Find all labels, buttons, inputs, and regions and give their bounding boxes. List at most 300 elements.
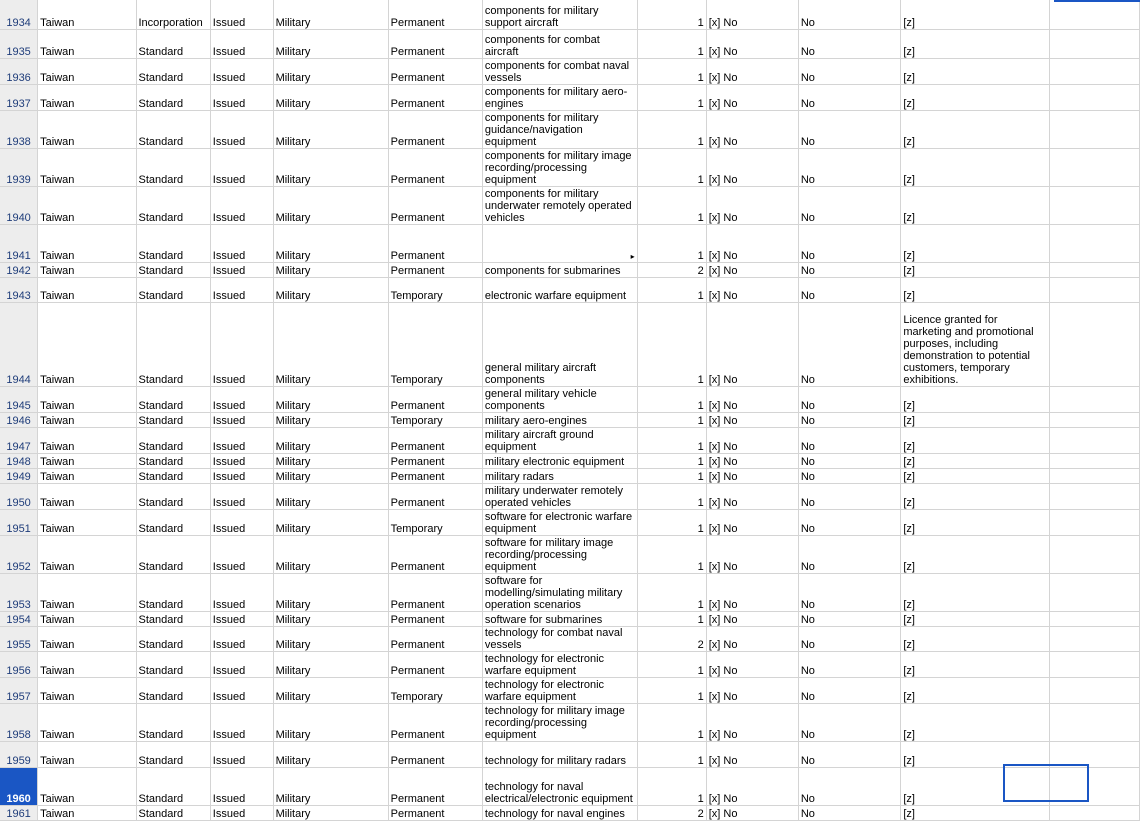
cell-r1959-c8[interactable]: 1 [637,741,706,767]
cell-r1959-c6[interactable]: Permanent [388,741,482,767]
cell-r1944-c4[interactable]: Issued [210,302,273,386]
cell-r1938-c5[interactable]: Military [273,110,388,148]
cell-r1944-c9[interactable]: [x] No [706,302,798,386]
cell-r1959-c11[interactable]: [z] [901,741,1050,767]
cell-r1950-c8[interactable]: 1 [637,483,706,509]
table-row[interactable] [0,148,1140,186]
table-row[interactable] [0,110,1140,148]
cell-r1941-c4[interactable]: Issued [210,224,273,262]
cell-r1958-c5[interactable]: Military [273,703,388,741]
cell-r1939-c6[interactable]: Permanent [388,148,482,186]
cell-r1944-c3[interactable]: Standard [136,302,210,386]
row-header[interactable]: 1944 [0,302,38,386]
cell-r1943-c11[interactable]: [z] [901,277,1050,302]
cell-r1955-c9[interactable]: [x] No [706,626,798,651]
cell-r1961-c8[interactable]: 2 [637,805,706,820]
cell-r1954-c5[interactable]: Military [273,611,388,626]
cell-r1945-c11[interactable]: [z] [901,386,1050,412]
cell-r1950-c9[interactable]: [x] No [706,483,798,509]
cell-r1946-c2[interactable]: Taiwan [38,412,136,427]
row-header[interactable]: 1936 [0,58,38,84]
table-row[interactable] [0,262,1140,277]
cell-r1955-c5[interactable]: Military [273,626,388,651]
cell-r1960-c7[interactable]: technology for naval electrical/electronic equipment [482,767,637,805]
cell-r1959-c4[interactable]: Issued [210,741,273,767]
cell-r1942-c5[interactable]: Military [273,262,388,277]
cell-r1941-c12[interactable] [1049,224,1139,262]
cell-r1934-c4[interactable]: Issued [210,0,273,29]
cell-r1948-c4[interactable]: Issued [210,453,273,468]
cell-r1953-c4[interactable]: Issued [210,573,273,611]
cell-r1953-c12[interactable] [1049,573,1139,611]
cell-r1936-c8[interactable]: 1 [637,58,706,84]
cell-r1949-c3[interactable]: Standard [136,468,210,483]
cell-r1942-c11[interactable]: [z] [901,262,1050,277]
cell-r1947-c11[interactable]: [z] [901,427,1050,453]
cell-r1940-c2[interactable]: Taiwan [38,186,136,224]
cell-r1941-c7[interactable] [482,224,637,262]
cell-r1935-c6[interactable]: Permanent [388,29,482,58]
table-row[interactable] [0,453,1140,468]
cell-r1941-c10[interactable]: No [798,224,901,262]
cell-r1958-c11[interactable]: [z] [901,703,1050,741]
row-header[interactable]: 1945 [0,386,38,412]
row-header[interactable]: 1961 [0,805,38,820]
cell-r1953-c5[interactable]: Military [273,573,388,611]
cell-r1955-c3[interactable]: Standard [136,626,210,651]
cell-r1947-c12[interactable] [1049,427,1139,453]
cell-r1947-c5[interactable]: Military [273,427,388,453]
cell-r1950-c12[interactable] [1049,483,1139,509]
cell-r1960-c9[interactable]: [x] No [706,767,798,805]
cell-r1946-c12[interactable] [1049,412,1139,427]
cell-r1948-c2[interactable]: Taiwan [38,453,136,468]
cell-r1946-c10[interactable]: No [798,412,901,427]
row-header[interactable]: 1935 [0,29,38,58]
cell-r1948-c10[interactable]: No [798,453,901,468]
cell-r1937-c6[interactable]: Permanent [388,84,482,110]
cell-r1937-c3[interactable]: Standard [136,84,210,110]
row-header[interactable]: 1942 [0,262,38,277]
cell-r1955-c6[interactable]: Permanent [388,626,482,651]
cell-r1938-c6[interactable]: Permanent [388,110,482,148]
cell-r1954-c4[interactable]: Issued [210,611,273,626]
cell-r1954-c7[interactable]: software for submarines [482,611,637,626]
cell-r1950-c11[interactable]: [z] [901,483,1050,509]
table-row[interactable] [0,224,1140,262]
table-row[interactable] [0,703,1140,741]
row-header[interactable]: 1957 [0,677,38,703]
cell-r1951-c9[interactable]: [x] No [706,509,798,535]
cell-r1939-c7[interactable]: components for military image recording/processing equipment [482,148,637,186]
cell-r1936-c2[interactable]: Taiwan [38,58,136,84]
cell-r1951-c10[interactable]: No [798,509,901,535]
cell-r1955-c7[interactable]: technology for combat naval vessels [482,626,637,651]
table-row[interactable] [0,767,1140,805]
table-row[interactable] [0,386,1140,412]
cell-r1934-c12[interactable] [1049,0,1139,29]
cell-r1951-c7[interactable]: software for electronic warfare equipment [482,509,637,535]
cell-r1945-c3[interactable]: Standard [136,386,210,412]
cell-r1934-c2[interactable]: Taiwan [38,0,136,29]
cell-r1947-c7[interactable]: military aircraft ground equipment [482,427,637,453]
cell-r1951-c12[interactable] [1049,509,1139,535]
cell-r1954-c10[interactable]: No [798,611,901,626]
cell-r1950-c2[interactable]: Taiwan [38,483,136,509]
cell-r1954-c2[interactable]: Taiwan [38,611,136,626]
cell-r1938-c4[interactable]: Issued [210,110,273,148]
cell-r1938-c12[interactable] [1049,110,1139,148]
cell-r1957-c4[interactable]: Issued [210,677,273,703]
cell-r1953-c10[interactable]: No [798,573,901,611]
cell-r1934-c7[interactable]: components for military support aircraft [482,0,637,29]
cell-r1957-c2[interactable]: Taiwan [38,677,136,703]
cell-r1938-c7[interactable]: components for military guidance/navigation equipment [482,110,637,148]
table-row[interactable] [0,741,1140,767]
cell-r1956-c8[interactable]: 1 [637,651,706,677]
cell-r1960-c3[interactable]: Standard [136,767,210,805]
cell-r1960-c10[interactable]: No [798,767,901,805]
cell-r1936-c7[interactable]: components for combat naval vessels [482,58,637,84]
cell-r1935-c12[interactable] [1049,29,1139,58]
cell-r1936-c9[interactable]: [x] No [706,58,798,84]
cell-r1942-c4[interactable]: Issued [210,262,273,277]
cell-r1940-c12[interactable] [1049,186,1139,224]
cell-r1943-c6[interactable]: Temporary [388,277,482,302]
cell-r1947-c6[interactable]: Permanent [388,427,482,453]
cell-r1938-c10[interactable]: No [798,110,901,148]
table-row[interactable] [0,277,1140,302]
cell-r1935-c4[interactable]: Issued [210,29,273,58]
cell-r1949-c12[interactable] [1049,468,1139,483]
cell-r1939-c11[interactable]: [z] [901,148,1050,186]
cell-r1950-c3[interactable]: Standard [136,483,210,509]
cell-r1946-c6[interactable]: Temporary [388,412,482,427]
row-header[interactable]: 1959 [0,741,38,767]
cell-r1936-c12[interactable] [1049,58,1139,84]
cell-r1938-c8[interactable]: 1 [637,110,706,148]
cell-r1937-c11[interactable]: [z] [901,84,1050,110]
cell-r1959-c2[interactable]: Taiwan [38,741,136,767]
cell-r1951-c11[interactable]: [z] [901,509,1050,535]
cell-r1944-c8[interactable]: 1 [637,302,706,386]
cell-r1952-c2[interactable]: Taiwan [38,535,136,573]
cell-r1942-c8[interactable]: 2 [637,262,706,277]
cell-r1958-c8[interactable]: 1 [637,703,706,741]
cell-r1951-c6[interactable]: Temporary [388,509,482,535]
cell-r1942-c2[interactable]: Taiwan [38,262,136,277]
cell-r1952-c9[interactable]: [x] No [706,535,798,573]
cell-r1949-c10[interactable]: No [798,468,901,483]
cell-r1957-c6[interactable]: Temporary [388,677,482,703]
cell-r1956-c9[interactable]: [x] No [706,651,798,677]
cell-r1940-c6[interactable]: Permanent [388,186,482,224]
table-row[interactable] [0,805,1140,820]
cell-r1942-c9[interactable]: [x] No [706,262,798,277]
cell-r1958-c2[interactable]: Taiwan [38,703,136,741]
cell-r1952-c3[interactable]: Standard [136,535,210,573]
cell-r1939-c8[interactable]: 1 [637,148,706,186]
cell-r1948-c5[interactable]: Military [273,453,388,468]
table-row[interactable] [0,0,1140,29]
cell-r1942-c7[interactable]: components for submarines [482,262,637,277]
cell-r1952-c7[interactable]: software for military image recording/processing equipment [482,535,637,573]
cell-r1946-c5[interactable]: Military [273,412,388,427]
cell-r1935-c9[interactable]: [x] No [706,29,798,58]
cell-r1958-c6[interactable]: Permanent [388,703,482,741]
cell-r1958-c12[interactable] [1049,703,1139,741]
cell-r1959-c12[interactable] [1049,741,1139,767]
cell-r1937-c8[interactable]: 1 [637,84,706,110]
cell-r1961-c10[interactable]: No [798,805,901,820]
cell-r1956-c4[interactable]: Issued [210,651,273,677]
cell-r1949-c2[interactable]: Taiwan [38,468,136,483]
cell-r1960-c12[interactable] [1049,767,1139,805]
cell-r1940-c8[interactable]: 1 [637,186,706,224]
cell-r1936-c11[interactable]: [z] [901,58,1050,84]
cell-r1949-c6[interactable]: Permanent [388,468,482,483]
row-header[interactable]: 1934 [0,0,38,29]
row-header[interactable]: 1952 [0,535,38,573]
cell-r1945-c12[interactable] [1049,386,1139,412]
cell-r1949-c8[interactable]: 1 [637,468,706,483]
cell-r1961-c5[interactable]: Military [273,805,388,820]
row-header[interactable]: 1960 [0,767,38,805]
cell-r1945-c8[interactable]: 1 [637,386,706,412]
cell-r1961-c6[interactable]: Permanent [388,805,482,820]
table-row[interactable] [0,84,1140,110]
cell-r1941-c8[interactable]: 1 [637,224,706,262]
cell-r1934-c11[interactable]: [z] [901,0,1050,29]
cell-r1948-c3[interactable]: Standard [136,453,210,468]
cell-r1945-c6[interactable]: Permanent [388,386,482,412]
cell-r1959-c3[interactable]: Standard [136,741,210,767]
cell-r1948-c12[interactable] [1049,453,1139,468]
cell-r1953-c9[interactable]: [x] No [706,573,798,611]
cell-r1935-c2[interactable]: Taiwan [38,29,136,58]
cell-r1956-c5[interactable]: Military [273,651,388,677]
cell-r1944-c12[interactable] [1049,302,1139,386]
cell-r1939-c9[interactable]: [x] No [706,148,798,186]
cell-r1959-c10[interactable]: No [798,741,901,767]
cell-r1937-c12[interactable] [1049,84,1139,110]
cell-r1943-c5[interactable]: Military [273,277,388,302]
cell-r1951-c2[interactable]: Taiwan [38,509,136,535]
cell-r1961-c9[interactable]: [x] No [706,805,798,820]
row-header[interactable]: 1948 [0,453,38,468]
cell-r1942-c3[interactable]: Standard [136,262,210,277]
cell-r1961-c7[interactable]: technology for naval engines [482,805,637,820]
cell-r1947-c8[interactable]: 1 [637,427,706,453]
cell-r1955-c2[interactable]: Taiwan [38,626,136,651]
cell-r1948-c9[interactable]: [x] No [706,453,798,468]
cell-r1946-c8[interactable]: 1 [637,412,706,427]
row-header[interactable]: 1958 [0,703,38,741]
cell-r1956-c3[interactable]: Standard [136,651,210,677]
cell-r1945-c10[interactable]: No [798,386,901,412]
cell-r1948-c6[interactable]: Permanent [388,453,482,468]
cell-r1945-c9[interactable]: [x] No [706,386,798,412]
table-row[interactable] [0,611,1140,626]
row-header[interactable]: 1940 [0,186,38,224]
cell-r1943-c9[interactable]: [x] No [706,277,798,302]
cell-r1951-c3[interactable]: Standard [136,509,210,535]
cell-r1938-c11[interactable]: [z] [901,110,1050,148]
cell-r1935-c3[interactable]: Standard [136,29,210,58]
table-row[interactable] [0,427,1140,453]
row-header[interactable]: 1943 [0,277,38,302]
cell-r1950-c6[interactable]: Permanent [388,483,482,509]
cell-r1953-c2[interactable]: Taiwan [38,573,136,611]
cell-r1938-c2[interactable]: Taiwan [38,110,136,148]
cell-r1936-c4[interactable]: Issued [210,58,273,84]
cell-r1939-c3[interactable]: Standard [136,148,210,186]
cell-r1955-c12[interactable] [1049,626,1139,651]
cell-r1953-c3[interactable]: Standard [136,573,210,611]
cell-r1952-c10[interactable]: No [798,535,901,573]
cell-r1944-c2[interactable]: Taiwan [38,302,136,386]
cell-r1954-c9[interactable]: [x] No [706,611,798,626]
cell-r1950-c5[interactable]: Military [273,483,388,509]
cell-r1947-c9[interactable]: [x] No [706,427,798,453]
row-header[interactable]: 1950 [0,483,38,509]
cell-r1946-c7[interactable]: military aero-engines [482,412,637,427]
table-row[interactable] [0,509,1140,535]
cell-r1953-c6[interactable]: Permanent [388,573,482,611]
cell-r1935-c11[interactable]: [z] [901,29,1050,58]
cell-r1938-c3[interactable]: Standard [136,110,210,148]
cell-r1958-c9[interactable]: [x] No [706,703,798,741]
cell-r1950-c7[interactable]: military underwater remotely operated vehicles [482,483,637,509]
cell-r1935-c5[interactable]: Military [273,29,388,58]
row-header[interactable]: 1951 [0,509,38,535]
cell-r1954-c6[interactable]: Permanent [388,611,482,626]
cell-r1940-c11[interactable]: [z] [901,186,1050,224]
cell-r1937-c10[interactable]: No [798,84,901,110]
cell-r1951-c8[interactable]: 1 [637,509,706,535]
cell-r1944-c6[interactable]: Temporary [388,302,482,386]
cell-r1935-c8[interactable]: 1 [637,29,706,58]
cell-r1936-c3[interactable]: Standard [136,58,210,84]
cell-r1961-c11[interactable]: [z] [901,805,1050,820]
cell-r1958-c4[interactable]: Issued [210,703,273,741]
cell-r1954-c11[interactable]: [z] [901,611,1050,626]
cell-r1942-c10[interactable]: No [798,262,901,277]
cell-r1943-c8[interactable]: 1 [637,277,706,302]
cell-r1947-c10[interactable]: No [798,427,901,453]
cell-r1939-c12[interactable] [1049,148,1139,186]
cell-r1952-c5[interactable]: Military [273,535,388,573]
cell-r1941-c3[interactable]: Standard [136,224,210,262]
cell-r1948-c11[interactable]: [z] [901,453,1050,468]
cell-r1960-c11[interactable]: [z] [901,767,1050,805]
cell-r1935-c7[interactable]: components for combat aircraft [482,29,637,58]
cell-r1957-c5[interactable]: Military [273,677,388,703]
cell-r1961-c4[interactable]: Issued [210,805,273,820]
cell-r1940-c5[interactable]: Military [273,186,388,224]
cell-r1938-c9[interactable]: [x] No [706,110,798,148]
cell-r1950-c10[interactable]: No [798,483,901,509]
cell-r1946-c4[interactable]: Issued [210,412,273,427]
cell-r1935-c10[interactable]: No [798,29,901,58]
cell-r1957-c10[interactable]: No [798,677,901,703]
cell-r1953-c8[interactable]: 1 [637,573,706,611]
cell-r1944-c5[interactable]: Military [273,302,388,386]
cell-r1940-c3[interactable]: Standard [136,186,210,224]
table-row[interactable] [0,573,1140,611]
cell-r1942-c12[interactable] [1049,262,1139,277]
table-row[interactable] [0,58,1140,84]
cell-r1957-c7[interactable]: technology for electronic warfare equipment [482,677,637,703]
cell-r1947-c3[interactable]: Standard [136,427,210,453]
table-row[interactable] [0,626,1140,651]
cell-r1945-c5[interactable]: Military [273,386,388,412]
row-header[interactable]: 1954 [0,611,38,626]
cell-r1941-c5[interactable]: Military [273,224,388,262]
cell-r1958-c10[interactable]: No [798,703,901,741]
cell-r1946-c3[interactable]: Standard [136,412,210,427]
cell-r1958-c3[interactable]: Standard [136,703,210,741]
cell-r1944-c10[interactable]: No [798,302,901,386]
cell-r1956-c11[interactable]: [z] [901,651,1050,677]
table-row[interactable] [0,186,1140,224]
cell-r1957-c3[interactable]: Standard [136,677,210,703]
cell-r1940-c9[interactable]: [x] No [706,186,798,224]
cell-r1939-c4[interactable]: Issued [210,148,273,186]
cell-r1943-c4[interactable]: Issued [210,277,273,302]
cell-r1936-c5[interactable]: Military [273,58,388,84]
cell-r1952-c8[interactable]: 1 [637,535,706,573]
cell-r1940-c10[interactable]: No [798,186,901,224]
cell-r1941-c11[interactable]: [z] [901,224,1050,262]
cell-r1949-c5[interactable]: Military [273,468,388,483]
cell-r1934-c6[interactable]: Permanent [388,0,482,29]
cell-r1960-c4[interactable]: Issued [210,767,273,805]
cell-r1941-c9[interactable]: [x] No [706,224,798,262]
cell-r1937-c7[interactable]: components for military aero-engines [482,84,637,110]
cell-r1951-c4[interactable]: Issued [210,509,273,535]
row-header[interactable]: 1949 [0,468,38,483]
cell-r1949-c11[interactable]: [z] [901,468,1050,483]
cell-r1956-c10[interactable]: No [798,651,901,677]
table-row[interactable] [0,302,1140,386]
cell-r1960-c6[interactable]: Permanent [388,767,482,805]
row-header[interactable]: 1955 [0,626,38,651]
row-header[interactable]: 1938 [0,110,38,148]
cell-r1949-c4[interactable]: Issued [210,468,273,483]
cell-r1937-c9[interactable]: [x] No [706,84,798,110]
cell-r1957-c9[interactable]: [x] No [706,677,798,703]
cell-r1955-c8[interactable]: 2 [637,626,706,651]
cell-r1946-c11[interactable]: [z] [901,412,1050,427]
row-header[interactable]: 1937 [0,84,38,110]
cell-r1947-c2[interactable]: Taiwan [38,427,136,453]
cell-r1936-c10[interactable]: No [798,58,901,84]
cell-r1956-c2[interactable]: Taiwan [38,651,136,677]
row-header[interactable]: 1941 [0,224,38,262]
cell-r1941-c2[interactable]: Taiwan [38,224,136,262]
cell-r1954-c12[interactable] [1049,611,1139,626]
cell-r1934-c9[interactable]: [x] No [706,0,798,29]
cell-r1953-c11[interactable]: [z] [901,573,1050,611]
cell-r1956-c6[interactable]: Permanent [388,651,482,677]
table-row[interactable] [0,29,1140,58]
cell-r1960-c8[interactable]: 1 [637,767,706,805]
cell-r1952-c12[interactable] [1049,535,1139,573]
cell-r1959-c7[interactable]: technology for military radars [482,741,637,767]
cell-r1955-c10[interactable]: No [798,626,901,651]
table-row[interactable] [0,483,1140,509]
